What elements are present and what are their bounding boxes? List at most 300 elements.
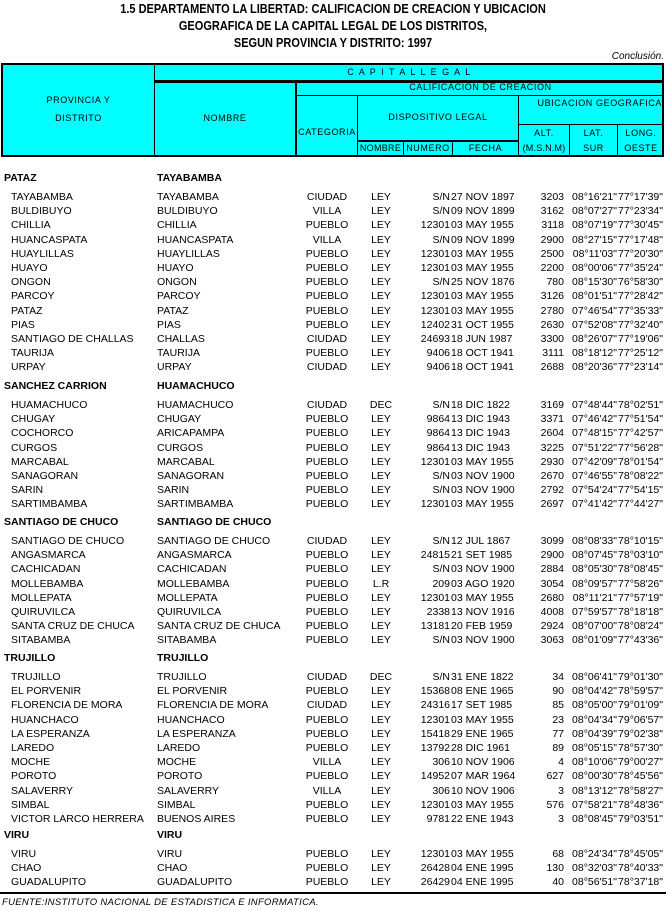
- cell-distrito: MOCHE: [11, 756, 51, 768]
- cell-dispositivo-nombre: LEY: [371, 470, 391, 482]
- cell-altitud: 90: [552, 685, 564, 697]
- cell-distrito: PIAS: [11, 319, 35, 331]
- cell-dispositivo-fecha: 28 DIC 1961: [451, 742, 510, 754]
- cell-altitud: 3118: [541, 219, 564, 231]
- cell-dispositivo-numero: 12301: [420, 498, 450, 510]
- cell-dispositivo-fecha: 12 JUL 1867: [451, 535, 511, 547]
- cell-distrito: MARCABAL: [11, 456, 69, 468]
- cell-dispositivo-fecha: 03 NOV 1900: [451, 634, 515, 646]
- table-row: [0, 684, 666, 698]
- cell-categoria: PUEBLO: [305, 484, 349, 496]
- cell-latitud: 07°46'42": [572, 413, 617, 425]
- cell-latitud: 08°15'30": [572, 276, 617, 288]
- cell-distrito: SANTA CRUZ DE CHUCA: [11, 620, 135, 632]
- cell-latitud: 08°05'15": [572, 742, 617, 754]
- cell-longitud: 78°08'24": [618, 620, 663, 632]
- cell-altitud: 3162: [540, 205, 564, 217]
- cell-capital-nombre: ANGASMARCA: [157, 549, 232, 561]
- cell-categoria: PUEBLO: [305, 578, 349, 590]
- table-row: [0, 469, 666, 483]
- table-row: [0, 289, 666, 303]
- cell-distrito: PARCOY: [11, 290, 55, 302]
- table-row: [0, 534, 666, 548]
- cell-dispositivo-nombre: LEY: [371, 276, 391, 288]
- province-group-header: [0, 515, 666, 529]
- cell-dispositivo-nombre: LEY: [371, 848, 391, 860]
- cell-longitud: 79°06'57": [618, 714, 663, 726]
- cell-longitud: 79°03'51": [618, 813, 663, 825]
- cell-dispositivo-fecha: 13 NOV 1916: [451, 606, 515, 618]
- cell-distrito: SANTIAGO DE CHALLAS: [11, 333, 134, 345]
- cell-dispositivo-numero: S/N: [432, 484, 450, 496]
- cell-categoria: PUEBLO: [305, 592, 349, 604]
- divider: [518, 124, 664, 125]
- cell-dispositivo-fecha: 31 ENE 1822: [451, 671, 514, 683]
- cell-dispositivo-numero: 9406: [426, 361, 450, 373]
- table-row: [0, 784, 666, 798]
- cell-distrito: VICTOR LARCO HERRERA: [11, 813, 144, 825]
- table-row: [0, 619, 666, 633]
- cell-capital-nombre: CHUGAY: [157, 413, 202, 425]
- cell-latitud: 08°00'30": [572, 770, 617, 782]
- table-row: [0, 360, 666, 374]
- cell-longitud: 78°08'45": [618, 563, 663, 575]
- cell-latitud: 08°07'27": [572, 205, 617, 217]
- cell-altitud: 23: [552, 714, 564, 726]
- cell-dispositivo-numero: S/N: [432, 205, 450, 217]
- cell-dispositivo-fecha: 03 MAY 1955: [451, 799, 514, 811]
- cell-categoria: PUEBLO: [305, 498, 349, 510]
- cell-categoria: VILLA: [312, 234, 342, 246]
- cell-dispositivo-numero: 209: [432, 578, 450, 590]
- cell-dispositivo-nombre: L.R: [372, 578, 390, 590]
- cell-distrito: COCHORCO: [11, 427, 74, 439]
- cell-longitud: 77°35'33": [618, 305, 663, 317]
- cell-distrito: QUIRUVILCA: [11, 606, 76, 618]
- cell-dispositivo-numero: S/N: [432, 399, 450, 411]
- cell-dispositivo-nombre: LEY: [371, 799, 391, 811]
- cell-altitud: 3: [558, 785, 564, 797]
- cell-capital-nombre: MARCABAL: [157, 456, 215, 468]
- cell-altitud: 130: [546, 862, 564, 874]
- cell-capital-nombre: TAURIJA: [157, 347, 200, 359]
- province-name: PATAZ: [4, 172, 37, 184]
- table-row: [0, 798, 666, 812]
- table-header: [1, 63, 664, 157]
- cell-categoria: PUEBLO: [305, 262, 349, 274]
- cell-latitud: 07°51'22": [572, 442, 617, 454]
- cell-capital-nombre: MOLLEPATA: [157, 592, 218, 604]
- province-capital-name: VIRU: [157, 829, 183, 841]
- cell-altitud: 2200: [540, 262, 564, 274]
- cell-longitud: 77°17'39": [618, 191, 663, 203]
- cell-distrito: TRUJILLO: [11, 671, 61, 683]
- cell-longitud: 78°59'57": [618, 685, 663, 697]
- cell-longitud: 78°40'33": [618, 862, 663, 874]
- cell-longitud: 78°48'36": [618, 799, 663, 811]
- cell-dispositivo-nombre: LEY: [371, 813, 391, 825]
- bottom-rule: [0, 892, 666, 894]
- cell-latitud: 08°11'21": [572, 592, 617, 604]
- cell-dispositivo-nombre: LEY: [371, 728, 391, 740]
- cell-latitud: 07°42'09": [572, 456, 617, 468]
- cell-categoria: CIUDAD: [306, 535, 348, 547]
- cell-categoria: PUEBLO: [305, 248, 349, 260]
- cell-longitud: 77°44'27": [618, 498, 663, 510]
- cell-latitud: 08°04'42": [572, 685, 617, 697]
- cell-latitud: 08°26'07": [572, 333, 617, 345]
- header-disp-fecha: FECHA: [468, 143, 503, 153]
- cell-longitud: 79°01'30": [618, 671, 663, 683]
- cell-longitud: 78°45'05": [618, 848, 663, 860]
- cell-distrito: SARTIMBAMBA: [11, 498, 88, 510]
- header-long-line1: LONG.: [625, 128, 657, 138]
- province-capital-name: HUAMACHUCO: [157, 380, 235, 392]
- cell-categoria: CIUDAD: [306, 399, 348, 411]
- table-row: [0, 304, 666, 318]
- cell-dispositivo-fecha: 03 MAY 1955: [451, 262, 514, 274]
- cell-distrito: LA ESPERANZA: [11, 728, 90, 740]
- cell-latitud: 08°08'33": [572, 535, 617, 547]
- table-row: [0, 755, 666, 769]
- cell-dispositivo-nombre: LEY: [371, 427, 391, 439]
- table-row: [0, 346, 666, 360]
- cell-categoria: PUEBLO: [305, 347, 349, 359]
- header-alt-line2: (M.S.N.M): [522, 143, 566, 153]
- table-row: [0, 812, 666, 826]
- cell-dispositivo-numero: 24316: [420, 699, 450, 711]
- table-row: [0, 218, 666, 232]
- cell-distrito: URPAY: [11, 361, 46, 373]
- province-capital-name: SANTIAGO DE CHUCO: [157, 516, 272, 528]
- table-row: [0, 548, 666, 562]
- table-row: [0, 769, 666, 783]
- cell-dispositivo-fecha: 20 FEB 1959: [451, 620, 513, 632]
- cell-altitud: 2697: [540, 498, 564, 510]
- cell-longitud: 77°28'42": [618, 290, 663, 302]
- cell-dispositivo-fecha: 03 MAY 1955: [451, 592, 514, 604]
- cell-longitud: 77°35'24": [618, 262, 663, 274]
- cell-latitud: 08°01'51": [572, 290, 617, 302]
- cell-longitud: 78°18'18": [618, 606, 663, 618]
- cell-categoria: PUEBLO: [305, 470, 349, 482]
- cell-capital-nombre: SANTA CRUZ DE CHUCA: [157, 620, 281, 632]
- cell-longitud: 78°08'22": [618, 470, 663, 482]
- cell-altitud: 2670: [540, 470, 564, 482]
- cell-altitud: 4: [558, 756, 564, 768]
- table-row: [0, 332, 666, 346]
- cell-altitud: 4008: [540, 606, 564, 618]
- cell-distrito: HUAYLILLAS: [11, 248, 74, 260]
- cell-categoria: PUEBLO: [305, 813, 349, 825]
- cell-altitud: 85: [552, 699, 564, 711]
- cell-dispositivo-nombre: LEY: [371, 234, 391, 246]
- cell-dispositivo-numero: 12301: [420, 456, 450, 468]
- cell-categoria: CIUDAD: [306, 191, 348, 203]
- cell-longitud: 78°58'27": [618, 785, 663, 797]
- cell-longitud: 78°02'51": [618, 399, 663, 411]
- cell-capital-nombre: HUAYO: [157, 262, 194, 274]
- cell-dispositivo-numero: 9864: [426, 427, 450, 439]
- cell-latitud: 08°00'06": [572, 262, 617, 274]
- cell-capital-nombre: SITABAMBA: [157, 634, 217, 646]
- cell-longitud: 77°25'12": [618, 347, 663, 359]
- cell-altitud: 3111: [542, 347, 564, 359]
- cell-distrito: CHAO: [11, 862, 42, 874]
- cell-longitud: 78°57'30": [618, 742, 663, 754]
- province-name: SANCHEZ CARRION: [4, 380, 107, 392]
- table-row: [0, 455, 666, 469]
- divider: [295, 81, 297, 155]
- cell-altitud: 2680: [540, 592, 564, 604]
- cell-distrito: SARIN: [11, 484, 44, 496]
- cell-capital-nombre: SARTIMBAMBA: [157, 498, 234, 510]
- cell-categoria: CIUDAD: [306, 333, 348, 345]
- cell-altitud: 3099: [540, 535, 564, 547]
- cell-dispositivo-fecha: 09 NOV 1899: [451, 234, 515, 246]
- title-line-1: 1.5 DEPARTAMENTO LA LIBERTAD: CALIFICACION DE CREACION Y UBICACION: [120, 2, 546, 16]
- cell-distrito: TAYABAMBA: [11, 191, 73, 203]
- cell-dispositivo-fecha: 21 SET 1985: [451, 549, 513, 561]
- cell-dispositivo-nombre: LEY: [371, 685, 391, 697]
- cell-longitud: 77°51'54": [618, 413, 663, 425]
- cell-categoria: PUEBLO: [305, 427, 349, 439]
- cell-dispositivo-fecha: 03 NOV 1900: [451, 470, 515, 482]
- province-group-header: [0, 379, 666, 393]
- cell-altitud: 2500: [540, 248, 564, 260]
- cell-dispositivo-numero: 12301: [420, 248, 450, 260]
- cell-dispositivo-fecha: 18 JUN 1987: [451, 333, 513, 345]
- cell-dispositivo-numero: S/N: [432, 191, 450, 203]
- cell-categoria: PUEBLO: [305, 456, 349, 468]
- cell-longitud: 78°03'10": [618, 549, 663, 561]
- cell-capital-nombre: TAYABAMBA: [157, 191, 219, 203]
- cell-dispositivo-fecha: 22 ENE 1943: [451, 813, 514, 825]
- cell-dispositivo-numero: 12301: [420, 592, 450, 604]
- cell-altitud: 34: [552, 671, 564, 683]
- header-alt-line1: ALT.: [534, 128, 554, 138]
- cell-altitud: 3371: [540, 413, 564, 425]
- source-footnote: FUENTE:INSTITUTO NACIONAL DE ESTADISTICA E INFORMATICA.: [2, 897, 319, 908]
- cell-dispositivo-numero: 13181: [420, 620, 450, 632]
- cell-dispositivo-numero: S/N: [432, 535, 450, 547]
- cell-capital-nombre: SANTIAGO DE CHUCO: [157, 535, 271, 547]
- cell-dispositivo-numero: 2338: [426, 606, 450, 618]
- cell-distrito: SANTIAGO DE CHUCO: [11, 535, 125, 547]
- cell-dispositivo-fecha: 31 OCT 1955: [451, 319, 514, 331]
- cell-altitud: 89: [552, 742, 564, 754]
- table-row: [0, 275, 666, 289]
- cell-latitud: 08°05'30": [572, 563, 617, 575]
- province-name: VIRU: [4, 829, 30, 841]
- cell-latitud: 07°46'54": [572, 305, 617, 317]
- cell-dispositivo-numero: S/N: [432, 671, 450, 683]
- cell-categoria: PUEBLO: [305, 606, 349, 618]
- cell-latitud: 07°52'08": [572, 319, 617, 331]
- table-row: [0, 483, 666, 497]
- table-row: [0, 398, 666, 412]
- cell-dispositivo-numero: 12301: [420, 714, 450, 726]
- cell-categoria: CIUDAD: [306, 361, 348, 373]
- cell-altitud: 2780: [540, 305, 564, 317]
- cell-dispositivo-fecha: 10 NOV 1906: [451, 785, 515, 797]
- cell-dispositivo-nombre: LEY: [371, 592, 391, 604]
- cell-categoria: PUEBLO: [305, 728, 349, 740]
- conclusion-label: Conclusión.: [611, 51, 664, 62]
- cell-capital-nombre: PARCOY: [157, 290, 201, 302]
- cell-distrito: MOLLEPATA: [11, 592, 72, 604]
- cell-capital-nombre: HUANCHACO: [157, 714, 225, 726]
- cell-distrito: CHUGAY: [11, 413, 56, 425]
- cell-dispositivo-fecha: 09 NOV 1899: [451, 205, 515, 217]
- cell-categoria: PUEBLO: [305, 442, 349, 454]
- cell-dispositivo-nombre: LEY: [371, 219, 391, 231]
- table-row: [0, 577, 666, 591]
- table-row: [0, 633, 666, 647]
- cell-dispositivo-nombre: LEY: [371, 785, 391, 797]
- cell-latitud: 08°32'03": [572, 862, 617, 874]
- cell-distrito: CHILLIA: [11, 219, 51, 231]
- cell-altitud: 3063: [540, 634, 564, 646]
- cell-altitud: 3126: [540, 290, 564, 302]
- cell-dispositivo-fecha: 03 MAY 1955: [451, 848, 514, 860]
- cell-latitud: 08°04'39": [572, 728, 617, 740]
- cell-capital-nombre: CHILLIA: [157, 219, 197, 231]
- cell-dispositivo-fecha: 07 MAR 1964: [451, 770, 516, 782]
- cell-latitud: 08°04'34": [572, 714, 617, 726]
- cell-dispositivo-numero: 9781: [426, 813, 450, 825]
- cell-distrito: SANAGORAN: [11, 470, 79, 482]
- header-disp-nombre: NOMBRE: [359, 143, 402, 153]
- cell-distrito: LAREDO: [11, 742, 55, 754]
- table-row: [0, 861, 666, 875]
- cell-longitud: 79°00'27": [618, 756, 663, 768]
- table-row: [0, 318, 666, 332]
- cell-categoria: CIUDAD: [306, 671, 348, 683]
- province-group-header: [0, 651, 666, 665]
- cell-dispositivo-numero: S/N: [432, 634, 450, 646]
- cell-distrito: CACHICADAN: [11, 563, 81, 575]
- table-row: [0, 497, 666, 511]
- cell-dispositivo-fecha: 04 ENE 1995: [451, 876, 514, 888]
- cell-dispositivo-nombre: LEY: [371, 484, 391, 496]
- header-provincia-line2: DISTRITO: [55, 113, 102, 123]
- cell-categoria: VILLA: [312, 756, 342, 768]
- cell-dispositivo-fecha: 18 OCT 1941: [451, 361, 514, 373]
- cell-distrito: MOLLEBAMBA: [11, 578, 84, 590]
- cell-categoria: PUEBLO: [305, 876, 349, 888]
- cell-capital-nombre: LAREDO: [157, 742, 201, 754]
- cell-distrito: SIMBAL: [11, 799, 50, 811]
- cell-altitud: 3054: [540, 578, 564, 590]
- cell-longitud: 79°01'09": [618, 699, 663, 711]
- cell-capital-nombre: SIMBAL: [157, 799, 196, 811]
- cell-altitud: 2924: [540, 620, 564, 632]
- cell-altitud: 40: [552, 876, 564, 888]
- cell-latitud: 07°41'42": [572, 498, 617, 510]
- cell-dispositivo-numero: 12301: [420, 799, 450, 811]
- cell-capital-nombre: HUAYLILLAS: [157, 248, 220, 260]
- cell-latitud: 07°48'44": [572, 399, 617, 411]
- cell-dispositivo-fecha: 03 NOV 1900: [451, 484, 515, 496]
- cell-dispositivo-nombre: LEY: [371, 413, 391, 425]
- cell-latitud: 07°58'21": [572, 799, 617, 811]
- cell-longitud: 78°37'18": [618, 876, 663, 888]
- cell-dispositivo-nombre: LEY: [371, 248, 391, 260]
- cell-latitud: 08°11'03": [572, 248, 617, 260]
- cell-longitud: 76°58'30": [618, 276, 663, 288]
- table-row: [0, 713, 666, 727]
- cell-dispositivo-numero: 24693: [420, 333, 450, 345]
- cell-dispositivo-nombre: LEY: [371, 498, 391, 510]
- cell-longitud: 77°56'28": [618, 442, 663, 454]
- cell-dispositivo-fecha: 27 NOV 1897: [451, 191, 515, 203]
- cell-altitud: 2792: [540, 484, 564, 496]
- cell-dispositivo-nombre: LEY: [371, 549, 391, 561]
- cell-altitud: 3169: [540, 399, 564, 411]
- cell-distrito: HUANCHACO: [11, 714, 79, 726]
- cell-longitud: 79°02'38": [618, 728, 663, 740]
- cell-categoria: PUEBLO: [305, 620, 349, 632]
- cell-dispositivo-numero: 306: [432, 785, 450, 797]
- cell-distrito: HUAYO: [11, 262, 48, 274]
- cell-capital-nombre: ONGON: [157, 276, 197, 288]
- divider: [358, 140, 518, 142]
- cell-capital-nombre: CHAO: [157, 862, 188, 874]
- cell-dispositivo-nombre: LEY: [371, 862, 391, 874]
- cell-altitud: 3300: [540, 333, 564, 345]
- cell-dispositivo-fecha: 10 NOV 1906: [451, 756, 515, 768]
- table-row: [0, 741, 666, 755]
- cell-dispositivo-fecha: 13 DIC 1943: [451, 442, 510, 454]
- cell-distrito: CURGOS: [11, 442, 58, 454]
- cell-capital-nombre: QUIRUVILCA: [157, 606, 222, 618]
- table-row: [0, 847, 666, 861]
- cell-latitud: 08°16'21": [572, 191, 617, 203]
- cell-altitud: 2630: [540, 319, 564, 331]
- cell-dispositivo-nombre: LEY: [371, 361, 391, 373]
- cell-latitud: 08°09'57": [572, 578, 617, 590]
- cell-dispositivo-numero: 12301: [420, 848, 450, 860]
- cell-longitud: 77°19'06": [618, 333, 663, 345]
- table-row: [0, 190, 666, 204]
- cell-longitud: 77°23'14": [618, 361, 663, 373]
- cell-longitud: 77°57'19": [618, 592, 663, 604]
- cell-distrito: HUANCASPATA: [11, 234, 88, 246]
- cell-dispositivo-nombre: LEY: [371, 756, 391, 768]
- cell-distrito: GUADALUPITO: [11, 876, 87, 888]
- cell-longitud: 77°23'34": [618, 205, 663, 217]
- cell-dispositivo-nombre: DEC: [369, 399, 393, 411]
- cell-dispositivo-nombre: LEY: [371, 606, 391, 618]
- cell-categoria: PUEBLO: [305, 770, 349, 782]
- table-row: [0, 261, 666, 275]
- cell-capital-nombre: LA ESPERANZA: [157, 728, 236, 740]
- cell-latitud: 08°07'19": [572, 219, 617, 231]
- table-row: [0, 562, 666, 576]
- cell-dispositivo-numero: 13792: [420, 742, 450, 754]
- cell-dispositivo-fecha: 13 DIC 1943: [451, 413, 510, 425]
- cell-categoria: PUEBLO: [305, 276, 349, 288]
- cell-dispositivo-numero: 306: [432, 756, 450, 768]
- cell-categoria: PUEBLO: [305, 219, 349, 231]
- cell-altitud: 3203: [540, 191, 564, 203]
- cell-distrito: ONGON: [11, 276, 51, 288]
- cell-categoria: VILLA: [312, 205, 342, 217]
- cell-dispositivo-numero: 9406: [426, 347, 450, 359]
- cell-categoria: PUEBLO: [305, 714, 349, 726]
- cell-dispositivo-nombre: LEY: [371, 262, 391, 274]
